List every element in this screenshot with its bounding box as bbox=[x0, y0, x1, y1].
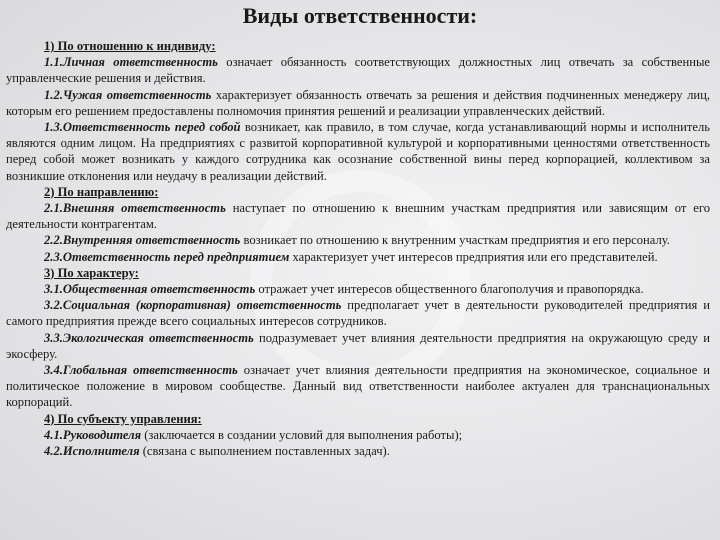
paragraph-item bbox=[6, 232, 710, 248]
item-term bbox=[44, 201, 226, 215]
item-term bbox=[44, 120, 241, 134]
item-description: наступает по отношению к внешним участкам предприятия или зависящим от его деятельности контрагентам. bbox=[6, 201, 711, 232]
item-description: возникает по отношению к внутренним участкам предприятия и его персоналу. bbox=[240, 233, 670, 248]
item-term-text: Глобальная ответственность bbox=[62, 363, 238, 378]
item-term bbox=[44, 250, 289, 264]
item-term-text: Личная ответственность bbox=[62, 55, 218, 70]
section-heading: 3) По характеру: bbox=[44, 265, 139, 280]
section-heading: 4) По субъекту управления: bbox=[44, 411, 202, 426]
item-term bbox=[44, 88, 211, 102]
item-term bbox=[44, 331, 254, 345]
item-term bbox=[44, 444, 140, 458]
section-heading: 2) По направлению: bbox=[44, 184, 159, 199]
item-number: 2.2. bbox=[44, 233, 63, 248]
paragraph-item bbox=[6, 427, 710, 443]
item-term-text: Ответственность перед собой bbox=[62, 120, 241, 135]
item-number: 2.1. bbox=[44, 201, 63, 216]
item-term-text: Исполнителя bbox=[62, 444, 140, 459]
item-description: означает обязанность соответствующих должностных лиц отвечать за собственные управленческие решения и действия. bbox=[6, 55, 711, 86]
item-term-text: Внешняя ответственность bbox=[62, 201, 226, 216]
item-term bbox=[44, 233, 240, 247]
item-description: (заключается в создании условий для выполнения работы); bbox=[141, 427, 463, 442]
item-term-text: Внутренняя ответственность bbox=[62, 233, 241, 248]
page-title: Виды ответственности: bbox=[242, 3, 478, 28]
item-description: (связана с выполнением поставленных задач). bbox=[139, 444, 390, 459]
item-term bbox=[44, 298, 341, 312]
item-description: подразумевает учет влияния деятельности предприятия на окружающую среду и экосферу. bbox=[6, 330, 710, 361]
item-number: 4.1. bbox=[44, 427, 63, 442]
item-term bbox=[44, 428, 141, 442]
item-description: характеризует обязанность отвечать за решения и действия подчиненных менеджеру лиц, которым его решением предоставлены полномочия принятия решений и реализации управленческих действий. bbox=[6, 87, 710, 118]
item-term-text: Социальная (корпоративная) ответственность bbox=[62, 298, 342, 313]
item-number: 3.2. bbox=[44, 298, 63, 313]
document-body bbox=[6, 38, 710, 459]
paragraph-item bbox=[6, 54, 710, 86]
paragraph-item bbox=[6, 443, 710, 459]
item-term bbox=[44, 55, 218, 69]
paragraph-item bbox=[6, 249, 710, 265]
section-heading: 1) По отношению к индивиду: bbox=[44, 39, 216, 53]
item-number: 3.3. bbox=[44, 330, 63, 345]
item-term bbox=[44, 363, 238, 377]
paragraph-item bbox=[6, 362, 710, 411]
item-number: 3.1. bbox=[44, 282, 63, 297]
item-term-text: Чужая ответственность bbox=[62, 87, 212, 102]
paragraph-item bbox=[6, 87, 710, 119]
paragraph-item bbox=[6, 119, 710, 184]
paragraph-item bbox=[6, 281, 710, 297]
item-description: характеризует учет интересов предприятия или его представителей. bbox=[289, 249, 658, 264]
item-number: 4.2. bbox=[44, 444, 63, 459]
item-description: отражает учет интересов общественного благополучия и правопорядка. bbox=[255, 282, 644, 297]
item-term bbox=[44, 282, 255, 296]
paragraph-item bbox=[6, 297, 710, 329]
item-description: предполагает учет в деятельности руководителей предприятия и самого предприятия прежде всего социальных интересов сотрудников. bbox=[6, 298, 710, 329]
item-description: возникает, как правило, в том случае, когда устанавливающий нормы и исполнитель являются одним лицом. На предприятиях с развитой корпоративной культурой и корпоративными ценностями ответственность перед собой может возникать у каждого сотрудника как осознание собственной вины перед корпорацией, коллективом за возникшие отклонения или неудачу в реализации действий. bbox=[6, 120, 710, 183]
item-term-text: Ответственность перед предприятием bbox=[62, 249, 290, 264]
item-description: означает учет влияния деятельности предприятия на экономическое, социальное и политическое положение в мировом сообществе. Данный вид ответственности наиболее актуален для транснациональных корпораций. bbox=[6, 363, 710, 410]
item-term-text: Общественная ответственность bbox=[62, 282, 256, 297]
item-term-text: Руководителя bbox=[62, 427, 142, 442]
paragraph-item bbox=[6, 330, 710, 362]
item-number: 1.2. bbox=[44, 87, 63, 102]
item-term-text: Экологическая ответственность bbox=[62, 330, 254, 345]
item-number: 1.1. bbox=[44, 55, 63, 70]
item-number: 3.4. bbox=[44, 363, 63, 378]
paragraph-item bbox=[6, 200, 710, 232]
item-number: 1.3. bbox=[44, 120, 63, 135]
item-number: 2.3. bbox=[44, 249, 63, 264]
